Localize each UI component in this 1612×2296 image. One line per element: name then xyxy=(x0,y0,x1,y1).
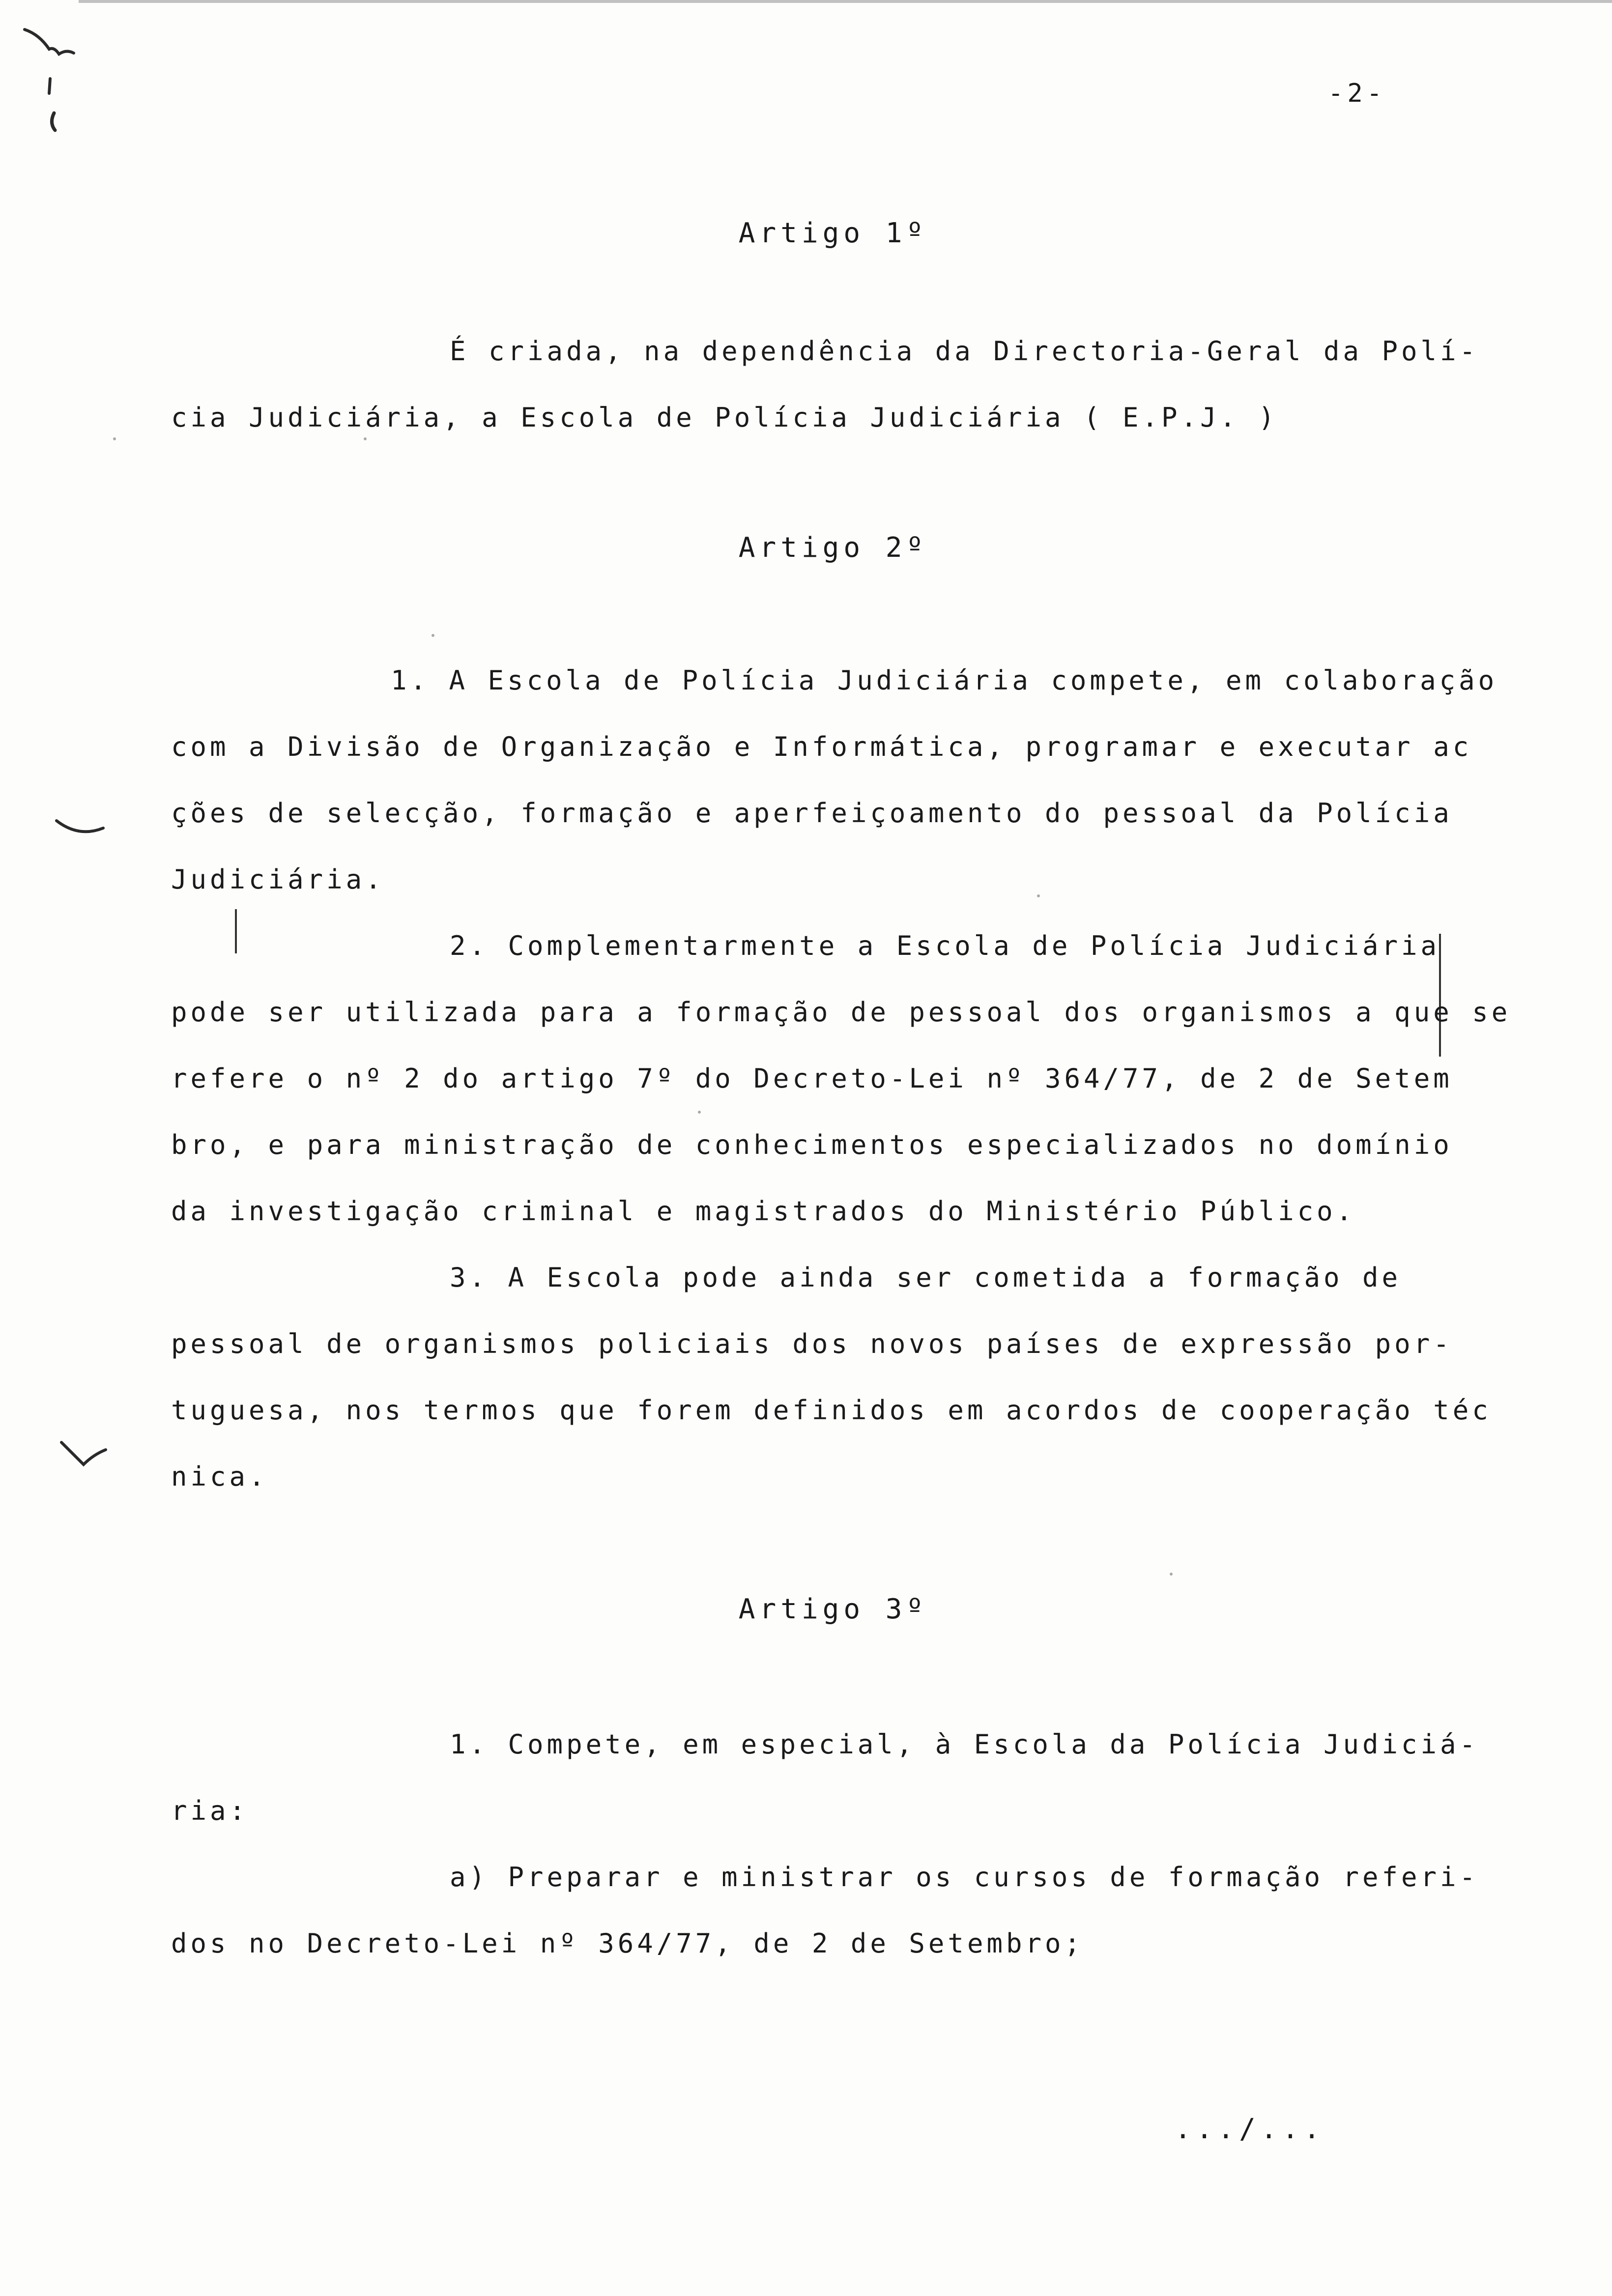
article-text-line: 2. Complementarmente a Escola de Polícia Judiciária xyxy=(450,930,1440,961)
article-text-line: pessoal de organismos policiais dos novos países de expressão por- xyxy=(171,1328,1453,1359)
pencil-margin-line xyxy=(235,909,237,953)
margin-curve-mark xyxy=(54,816,108,845)
paper-speck xyxy=(1037,894,1040,897)
article-text-line: 1. A Escola de Polícia Judiciária compete, em colaboração xyxy=(391,665,1498,696)
handwritten-margin-mark xyxy=(20,20,88,138)
article-heading: Artigo 1º xyxy=(738,217,928,249)
margin-chevron-mark xyxy=(59,1440,108,1474)
article-text-line: pode ser utilizada para a formação de pessoal dos organismos a que se xyxy=(171,997,1511,1028)
article-text-line: ções de selecção, formação e aperfeiçoamento do pessoal da Polícia xyxy=(171,798,1453,829)
article-text-line: ria: xyxy=(171,1795,249,1826)
article-text-line: cia Judiciária, a Escola de Polícia Judiciária ( E.P.J. ) xyxy=(171,402,1278,433)
article-text-line: 1. Compete, em especial, à Escola da Polícia Judiciá- xyxy=(450,1729,1479,1760)
article-text-line: refere o nº 2 do artigo 7º do Decreto-Lei nº 364/77, de 2 de Setem xyxy=(171,1063,1453,1094)
article-text-line: É criada, na dependência da Directoria-Geral da Polí- xyxy=(450,336,1479,367)
article-text-line: Judiciária. xyxy=(171,864,385,895)
paper-speck xyxy=(113,437,116,440)
article-heading: Artigo 3º xyxy=(738,1593,928,1625)
article-text-line: 3. A Escola pode ainda ser cometida a formação de xyxy=(450,1262,1402,1293)
continuation-marker: .../... xyxy=(1175,2113,1325,2145)
top-edge-rule xyxy=(79,0,1612,3)
article-text-line: nica. xyxy=(171,1461,268,1492)
paper-speck xyxy=(432,634,434,637)
article-text-line: dos no Decreto-Lei nº 364/77, de 2 de Setembro; xyxy=(171,1928,1084,1959)
article-text-line: com a Divisão de Organização e Informática, programar e executar ac xyxy=(171,731,1472,762)
article-heading: Artigo 2º xyxy=(738,532,928,564)
article-text-line: da investigação criminal e magistrados do Ministério Público. xyxy=(171,1196,1356,1227)
paper-speck xyxy=(364,437,367,440)
paper-speck xyxy=(698,1111,701,1114)
page-number: -2- xyxy=(1328,79,1386,108)
article-text-line: a) Preparar e ministrar os cursos de formação referi- xyxy=(450,1862,1479,1893)
paper-speck xyxy=(1170,1573,1173,1576)
article-text-line: tuguesa, nos termos que forem definidos em acordos de cooperação téc xyxy=(171,1395,1492,1426)
article-text-line: bro, e para ministração de conhecimentos especializados no domínio xyxy=(171,1129,1453,1160)
